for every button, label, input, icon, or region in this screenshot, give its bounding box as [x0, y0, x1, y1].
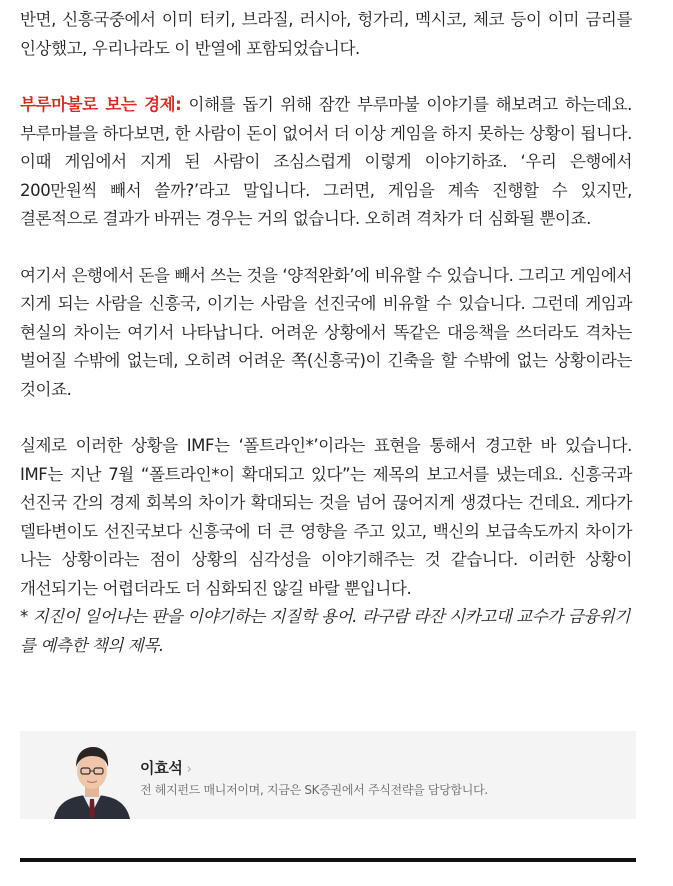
- divider: [20, 858, 636, 862]
- paragraph-3: 여기서 은행에서 돈을 빼서 쓰는 것을 ‘양적완화’에 비유할 수 있습니다. 그리고 게임에서 지게 되는 사람을 신흥국, 이기는 사람을 선진국에 비유할 수 있습니다. 그런데 게임과 현실의 차이는 여기서 나타납니다. 어려운 상황에서 똑같은 대응책을 쓰더라도 격차는 벌어질 수밖에 없는데, 오히려 어려운 쪽(신흥국)이 긴축을 할 수밖에 없는 상황이라는 것이죠.: [20, 265, 632, 399]
- paragraph-2-heading: 부루마불로 보는 경제:: [20, 95, 182, 114]
- article-body: [20, 6, 632, 660]
- paragraph-4: 실제로 이러한 상황을 IMF는 ‘폴트라인*’이라는 표현을 통해서 경고한 바 있습니다. IMF는 지난 7월 “폴트라인*이 확대되고 있다”는 제목의 보고서를 냈는데요. 신흥국과 선진국 간의 경제 회복의 차이가 확대되는 것을 넘어 끊어지게 생겼다는 건데요. 게다가 델타변이도 선진국보다 신흥국에 더 큰 영향을 주고 있고, 백신의 보급속도까지 차이가 나는 상황이라는 점이 상황의 심각성을 이야기해주는 것 같습니다. 이러한 상황이 개선되기는 어렵더라도 더 심화되진 않길 바랄 뿐입니다.: [20, 436, 632, 598]
- paragraph-1: 반면, 신흥국중에서 이미 터키, 브라질, 러시아, 헝가리, 멕시코, 체코 등이 이미 금리를 인상했고, 우리나라도 이 반열에 포함되었습니다.: [20, 10, 632, 58]
- footnote: * 지진이 일어나는 판을 이야기하는 지질학 용어. 라구람 라잔 시카고대 교수가 금융위기를 예측한 책의 제목.: [20, 607, 630, 655]
- avatar: [50, 737, 134, 819]
- paragraph-2: [20, 91, 632, 234]
- author-description: 전 헤지펀드 매니저이며, 지금은 SK증권에서 주식전략을 담당합니다.: [140, 783, 488, 797]
- author-name[interactable]: [140, 757, 191, 778]
- author-name-text[interactable]: 이효석: [140, 759, 183, 777]
- paragraph-2-body: 이해를 돕기 위해 잠깐 부루마불 이야기를 해보려고 하는데요. 부루마블을 하다보면, 한 사람이 돈이 없어서 더 이상 게임을 하지 못하는 상황이 됩니다. 이때 게임에서 지게 된 사람이 조심스럽게 이렇게 이야기하죠. ‘우리 은행에서 200만원씩 빼서 쓸까?’라고 말입니다. 그러면, 게임을 계속 진행할 수 있지만, 결론적으로 결과가 바뀌는 경우는 거의 없습니다. 오히려 격차가 더 심화될 뿐이죠.: [20, 95, 632, 228]
- chevron-right-icon[interactable]: ›: [186, 762, 192, 777]
- author-photo: [50, 737, 134, 819]
- author-card[interactable]: [20, 731, 636, 819]
